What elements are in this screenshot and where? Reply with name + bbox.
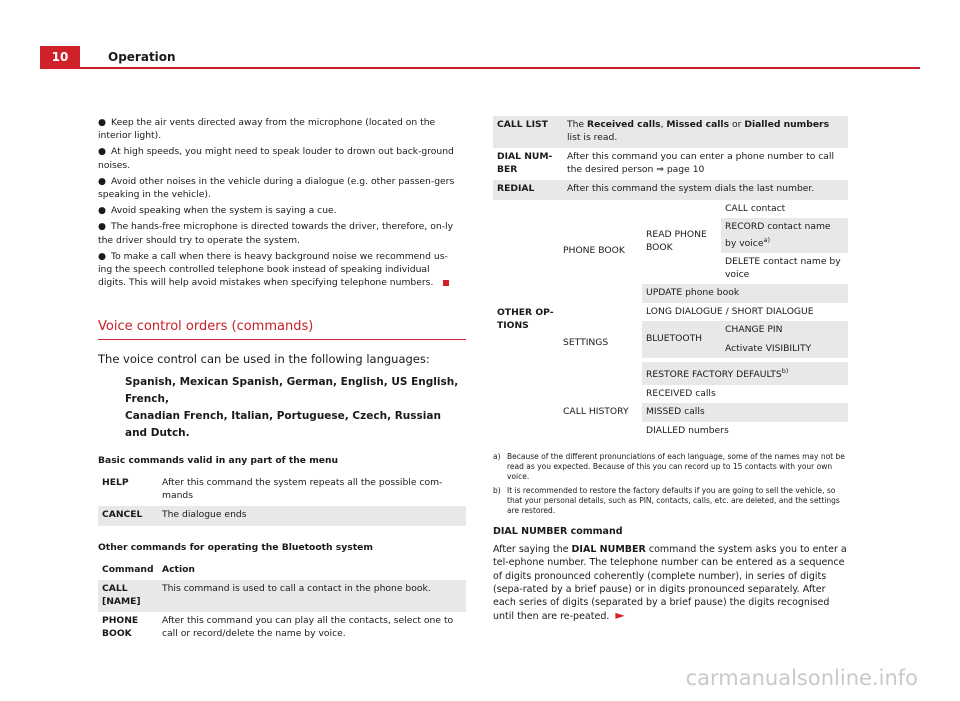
footnote [493,486,848,516]
command-desc: After this command the system repeats all the possible com-mands [162,477,443,501]
table-row [493,200,848,219]
bullet-text: Keep the air vents directed away from the microphone (located on the interior light). [98,117,436,142]
other-commands-table [98,561,466,645]
option-text: RESTORE FACTORY DEFAULTS [646,369,782,381]
option-item: LONG DIALOGUE / SHORT DIALOGUE [646,305,814,317]
voice-commands-heading: Voice control orders (commands) [98,319,466,340]
table-row [98,612,466,644]
keyword: Missed calls [666,119,730,130]
footnote-mark: b) [493,486,501,496]
command-key: CALL [NAME] [98,580,158,612]
option-item: UPDATE phone book [642,284,848,303]
bluetooth-label: BLUETOOTH [642,321,721,358]
option-item: Activate VISIBILITY [721,340,848,359]
footnotes [493,452,848,516]
bullet-text: At high speeds, you might need to speak louder to drown out back-ground noises. [98,146,454,171]
bullet-dot-icon: ● [98,146,107,158]
table-row [493,116,848,148]
watermark: carmanualsonline.info [685,666,918,690]
bullet-item [98,175,466,201]
bullet-item [98,250,466,290]
table-row [98,580,466,612]
other-options-table [493,200,848,441]
option-item [642,362,848,385]
option-item: CALL contact [725,202,786,214]
command-key: DIAL NUM-BER [497,151,553,175]
option-item: CHANGE PIN [721,321,848,340]
phone-book-label: PHONE BOOK [563,244,625,256]
other-commands-caption: Other commands for operating the Bluetooth system [98,541,373,553]
dial-number-heading: DIAL NUMBER command [493,526,623,538]
command-desc: This command is used to call a contact in the phone book. [158,580,466,612]
bullet-item [98,220,466,246]
other-options-label: OTHER OP-TIONS [497,307,554,331]
header-rule [40,67,920,69]
bullet-item [98,116,466,142]
table-row [493,180,848,200]
basic-commands-table [98,474,466,526]
command-desc: The dialogue ends [158,506,466,526]
column-header-action: Action [162,563,195,575]
languages-list [125,374,466,442]
page-number: 10 [40,46,80,68]
option-item [721,218,848,253]
bullet-dot-icon: ● [98,221,107,233]
keyword: Dialled numbers [744,119,830,130]
bullet-dot-icon: ● [98,175,107,187]
bullet-text: The hands-free microphone is directed towards the driver, therefore, on-ly the driver should try to operate the system. [98,221,454,246]
command-desc: After this command you can play all the contacts, select one to call or record/delete the name by voice. [162,615,454,639]
command-key: CALL LIST [493,116,563,148]
text-run: command the system asks you to enter a tel-ephone number. The telephone number can be entered as a sequence of digits pronounced coherently (complete number), in series of digits (sepa-rated by a brief pause) or in digits pronounced separately. After each series of digits (separated by a brief pause) the digits recognised until then are re-peated. [493,544,847,623]
command-desc [563,116,848,148]
footnote-text: It is recommended to restore the factory defaults if you are going to sell the vehicle, so that your personal details, such as PIN, contacts, calls, etc. are deleted, and the settings are restored. [507,486,840,516]
text-run: , [660,119,667,130]
option-text: RECORD contact name by voice [725,221,831,249]
footnote-ref: b) [781,367,789,376]
text-run: After saying the [493,544,572,556]
languages-line: Spanish, Mexican Spanish, German, English, US English, French, [125,376,459,406]
continue-arrow-icon: ► [615,608,625,623]
table-header-row [98,561,466,581]
bullet-dot-icon: ● [98,250,107,262]
bullet-text: Avoid speaking when the system is saying a cue. [111,205,337,217]
command-key: CANCEL [98,506,158,526]
command-desc: After this command the system dials the last number. [563,180,848,200]
footnote-mark: a) [493,452,501,462]
option-item: DIALLED numbers [646,424,729,436]
keyword: DIAL NUMBER [571,544,646,556]
text-run: list is read. [567,131,618,143]
languages-intro: The voice control can be used in the following languages: [98,352,430,367]
call-commands-table [493,116,848,200]
option-item: DELETE contact name by voice [725,256,841,280]
footnote-text: Because of the different pronunciations of each language, some of the names may not be read as you expected. Because of this you can record up to 15 contacts with your own voice. [507,452,845,482]
footnote-ref: a) [763,235,771,244]
basic-commands-caption: Basic commands valid in any part of the menu [98,455,339,467]
command-key: REDIAL [493,180,563,200]
left-column [98,116,466,644]
bullet-item [98,145,466,171]
end-of-section-icon [443,280,449,286]
bullet-dot-icon: ● [98,117,107,128]
command-key: PHONE BOOK [102,615,139,639]
dial-number-paragraph [493,543,848,623]
option-item: RECEIVED calls [646,387,716,399]
section-title: Operation [108,50,176,64]
table-row [98,506,466,526]
settings-label: SETTINGS [563,337,609,349]
command-key: HELP [102,477,129,489]
table-row [493,148,848,180]
keyword: Received calls [587,119,661,130]
text-run: The [567,119,588,130]
column-header-command: Command [102,563,154,575]
languages-line: Canadian French, Italian, Portuguese, Czech, Russian and Dutch. [125,410,441,440]
text-run: or [729,119,745,130]
option-item: MISSED calls [642,403,848,422]
call-history-label: CALL HISTORY [563,406,629,418]
bullet-item [98,204,466,217]
bullet-text: To make a call when there is heavy background noise we recommend us-ing the speech controlled telephone book instead of speaking individual digits. This will help avoid mistakes when specifying telephone numbers. [98,250,448,289]
bullet-text: Avoid other noises in the vehicle during a dialogue (e.g. other passen-gers speaking in the vehicle). [98,175,455,201]
right-column [493,116,848,623]
table-row [98,474,466,506]
read-phone-book-label: READ PHONE BOOK [646,229,707,253]
command-desc: After this command you can enter a phone number to call the desired person ⇒ page 10 [567,151,835,175]
footnote [493,452,848,482]
bullet-dot-icon: ● [98,205,107,217]
